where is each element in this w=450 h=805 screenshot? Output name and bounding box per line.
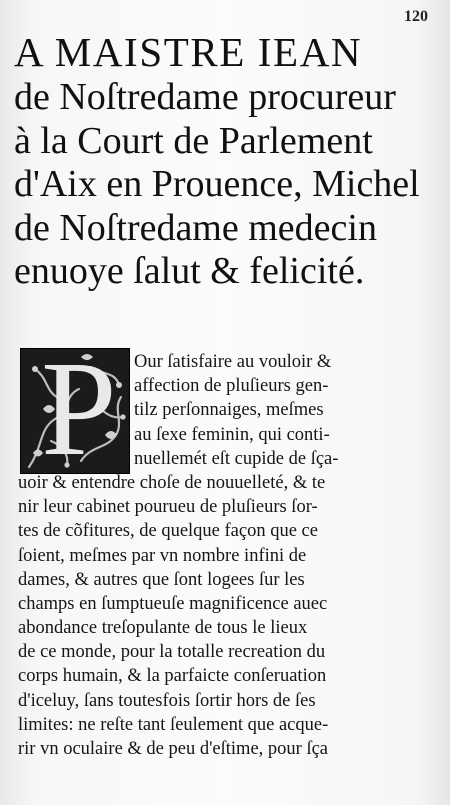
heading-line: A MAISTRE IEAN <box>14 29 363 75</box>
text-line: dames, & autres que ſont logees ſur les <box>18 569 305 590</box>
text-line: abondance treſopulante de tous le lieux <box>18 618 308 639</box>
heading-line: d'Aix en Prouence, Michel <box>14 163 420 205</box>
text-line: de ce monde, pour la totalle recreation du <box>18 642 326 663</box>
heading-line: enuoye ſalut & felicité. <box>14 250 365 292</box>
heading-line: à la Court de Parlement <box>14 119 373 162</box>
text-line: ſoient, meſmes par vn nombre infini de <box>18 545 307 566</box>
text-line: Our ſatisfaire au vouloir & <box>134 352 332 372</box>
initial-letter: P <box>41 334 117 484</box>
text-line: champs en ſumptueuſe magnificence auec <box>18 593 328 614</box>
heading-line: de Noſtredame medecin <box>14 206 377 249</box>
heading-line: de Noſtredame procureur <box>14 76 396 118</box>
body-paragraph <box>18 350 423 761</box>
text-line: nir leur cabinet pourueu de pluſieurs ſor- <box>18 497 318 518</box>
page-number: 120 <box>404 8 428 25</box>
text-line: d'iceluy, ſans toutesfois ſortir hors de ſes <box>18 690 316 711</box>
text-line: limites: ne reſte tant ſeulement que acque- <box>18 714 329 735</box>
text-line: nuellemét eſt cupide de ſça- <box>134 448 339 469</box>
text-line: rir vn oculaire & de peu d'eſtime, pour ſça <box>18 739 329 759</box>
text-line: tes de cõfitures, de quelque façon que ce <box>18 521 318 542</box>
text-line: corps humain, & la parfaicte conſeruation <box>18 666 327 687</box>
dedication-heading <box>14 28 434 294</box>
text-line: au ſexe feminin, qui conti- <box>134 424 330 445</box>
text-line: tilz perſonnaiges, meſmes <box>134 400 324 421</box>
text-line: affection de pluſieurs gen- <box>134 376 329 397</box>
text-line: uoir & entendre choſe de nouuelleté, & te <box>18 472 326 493</box>
